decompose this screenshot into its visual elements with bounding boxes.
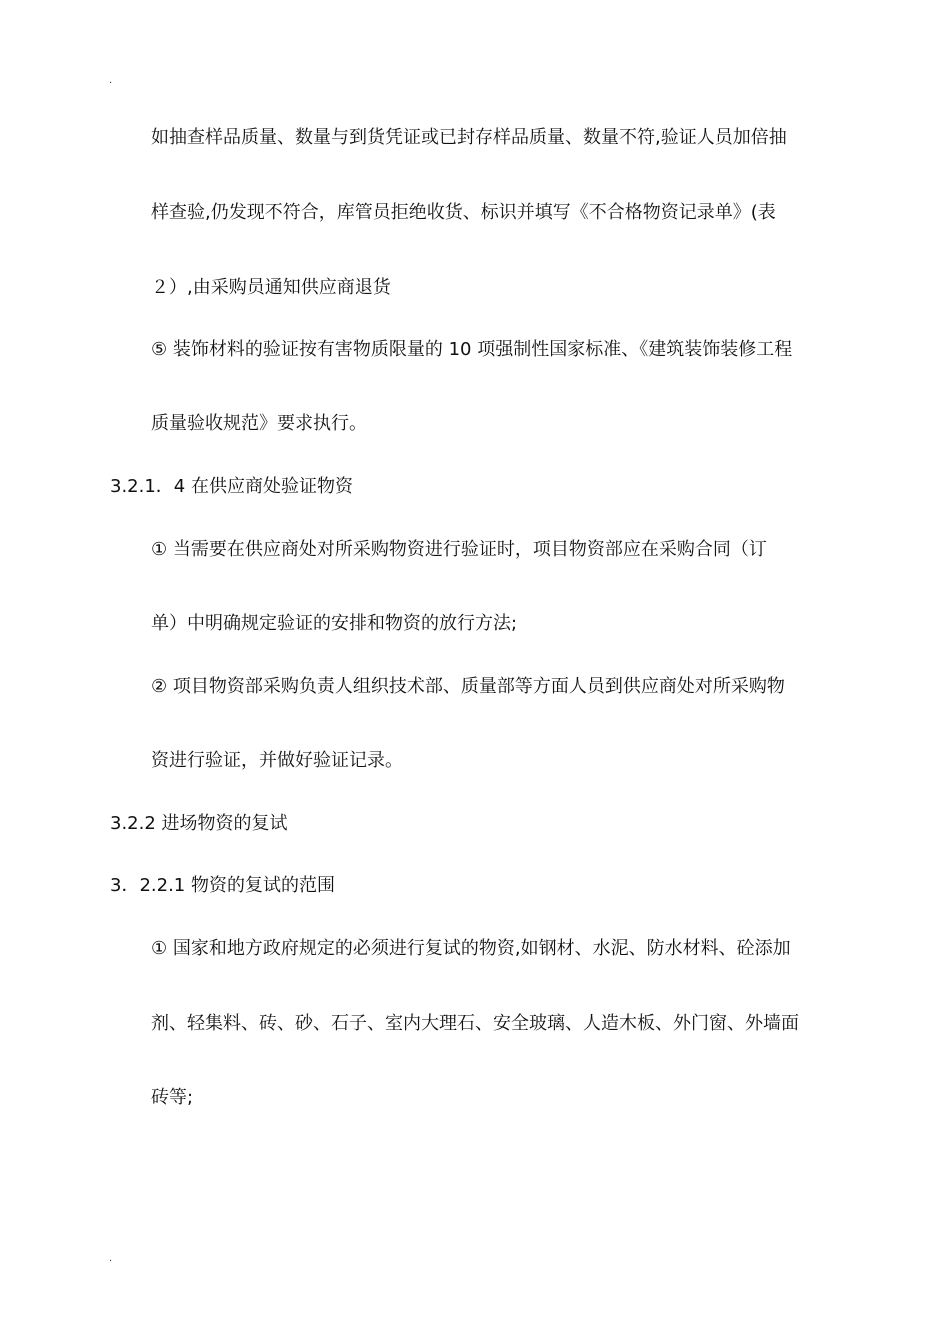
paragraph-line: ① 当需要在供应商处对所采购物资进行验证时，项目物资部应在采购合同（订 [151,539,767,560]
paragraph-line: ② 项目物资部采购负责人组织技术部、质量部等方面人员到供应商处对所采购物 [151,676,785,697]
paragraph-line: 如抽查样品质量、数量与到货凭证或已封存样品质量、数量不符,验证人员加倍抽 [151,127,787,148]
paragraph-line: 质量验收规范》要求执行。 [151,413,367,434]
paragraph-line: ① 国家和地方政府规定的必须进行复试的物资,如钢材、水泥、防水材料、砼添加 [151,938,791,959]
paragraph-line: ２）,由采购员通知供应商退货 [151,277,391,298]
section-heading-3221: 3．2.2.1 物资的复试的范围 [110,875,335,896]
paragraph-line: 样查验,仍发现不符合，库管员拒绝收货、标识并填写《不合格物资记录单》(表 [151,202,776,223]
page-bottom-marker: . [109,1253,113,1264]
paragraph-line: 单）中明确规定验证的安排和物资的放行方法; [151,613,518,634]
paragraph-line: 剂、轻集料、砖、砂、石子、室内大理石、安全玻璃、人造木板、外门窗、外墙面 [151,1013,799,1034]
page-top-marker: . [109,75,113,86]
paragraph-line: ⑤ 装饰材料的验证按有害物质限量的 10 项强制性国家标准、《建筑装饰装修工程 [151,339,793,360]
section-heading-3214: 3.2.1．4 在供应商处验证物资 [110,476,353,497]
paragraph-line: 砖等; [151,1087,194,1108]
section-heading-322: 3.2.2 进场物资的复试 [110,813,288,834]
paragraph-line: 资进行验证，并做好验证记录。 [151,750,403,771]
